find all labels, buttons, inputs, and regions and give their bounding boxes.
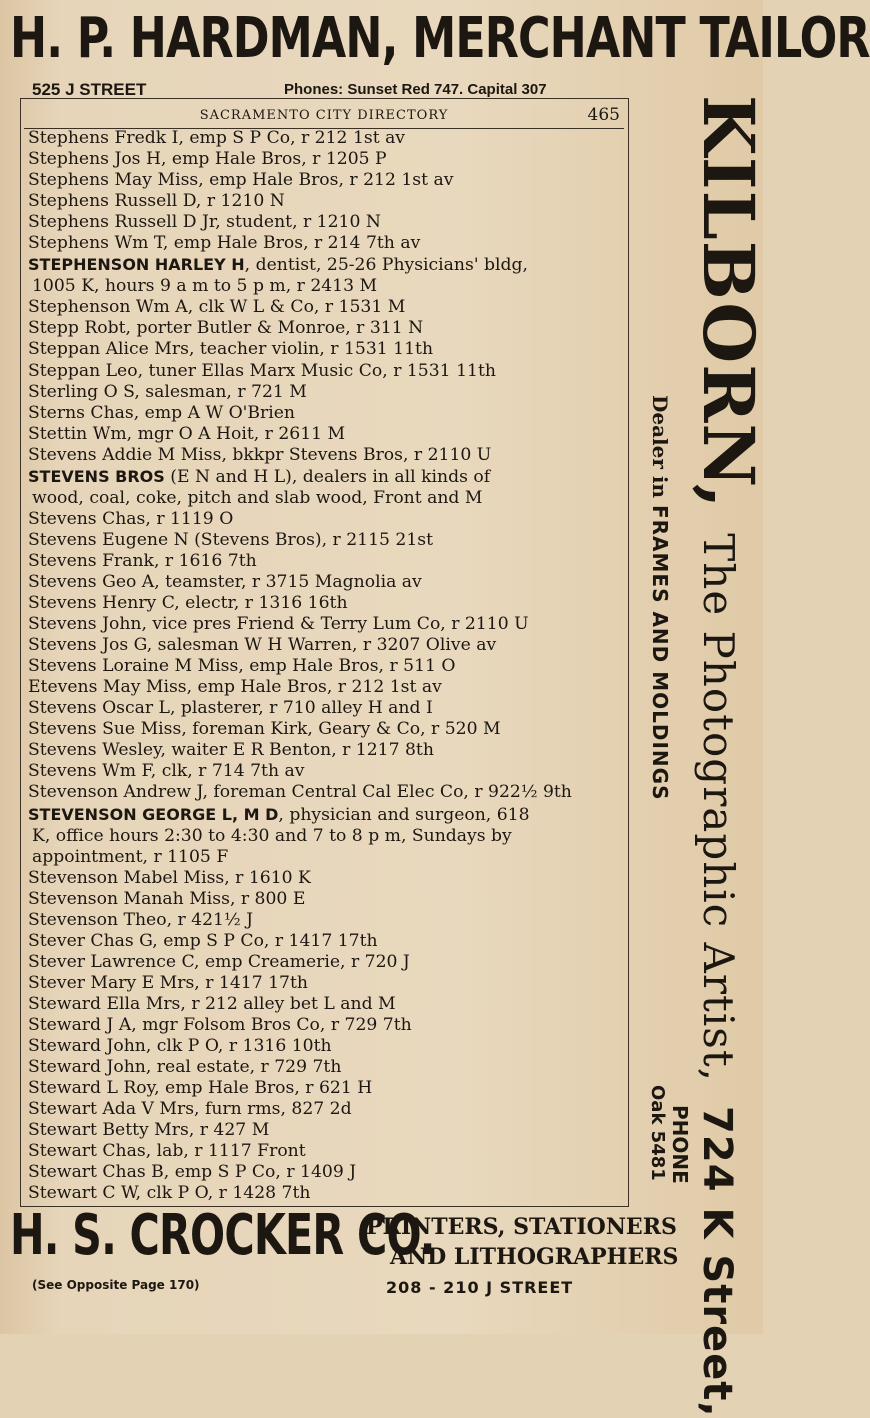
entry-name: Stevens Eugene N — [28, 529, 189, 550]
directory-entry — [28, 740, 618, 761]
entry-name: Sterling O S — [28, 381, 135, 402]
entry-name: Stevens Frank — [28, 550, 154, 571]
entry-name: Stewart Ada V Mrs — [28, 1099, 195, 1120]
entry-continuation: wood, coal, coke, pitch and slab wood, Front and M — [32, 487, 483, 508]
entry-details: , student, r 1210 N — [215, 212, 381, 233]
directory-entry — [28, 424, 618, 445]
directory-entry — [28, 170, 618, 191]
directory-entry — [28, 339, 618, 360]
entry-details: , physician and surgeon, 618 — [278, 804, 530, 825]
entry-name: Stephens Jos H — [28, 149, 161, 170]
bottom-ad-trade-line-1: PRINTERS, STATIONERS — [366, 1214, 677, 1240]
directory-entry — [28, 761, 618, 782]
entry-name: STEVENS BROS — [28, 466, 165, 486]
bottom-advertisement — [10, 1203, 679, 1326]
entry-name: Stewart Chas — [28, 1141, 146, 1162]
entry-details: , r 421½ J — [166, 909, 253, 930]
directory-entry — [28, 212, 618, 233]
directory-entry — [28, 1036, 618, 1057]
entry-name: Stepp Robt — [28, 318, 126, 339]
entry-details: , emp Hale Bros, r 214 7th av — [162, 233, 421, 254]
directory-entry — [28, 931, 618, 952]
entry-details: , r 1610 K — [224, 867, 311, 888]
directory-entry — [28, 1162, 618, 1183]
directory-entry — [28, 973, 618, 994]
entry-name: Stevens John — [28, 614, 142, 635]
entry-name: Stevens Wm F — [28, 761, 151, 782]
directory-entry — [28, 994, 618, 1015]
entry-name: Stever Chas G — [28, 930, 153, 951]
directory-entry — [28, 382, 618, 403]
entry-continuation: appointment, r 1105 F — [32, 846, 229, 867]
directory-entry — [28, 1141, 618, 1162]
entry-details: , foreman Central Cal Elec Co, r 922½ 9th — [202, 782, 572, 803]
top-ad-address: 525 J STREET — [32, 80, 147, 99]
entry-name: Stevenson Manah Miss — [28, 888, 230, 909]
directory-entry — [28, 403, 618, 424]
side-ad-tagline: The Photographic Artist, — [694, 533, 743, 1083]
entry-details: , bkkpr Stevens Bros, r 2110 U — [221, 444, 492, 465]
entry-details: , vice pres Friend & Terry Lum Co, r 2110 U — [141, 614, 529, 635]
side-ad-main-line — [683, 95, 770, 1418]
entry-details: , emp S P Co, r 1417 17th — [152, 930, 378, 951]
entry-name: Stephens Fredk I — [28, 128, 179, 148]
entry-details: , r 1616 7th — [153, 550, 257, 571]
entry-details: , emp Hale Bros, r 511 O — [238, 656, 456, 677]
directory-entry — [28, 530, 618, 551]
entry-continuation: K, office hours 2:30 to 4:30 and 7 to 8 p m, Sundays by — [32, 825, 512, 846]
directory-entry — [28, 1120, 618, 1141]
entry-details: , furn rms, 827 2d — [194, 1099, 352, 1120]
directory-entry — [28, 782, 618, 803]
entry-details: , lab, r 1117 Front — [145, 1141, 306, 1162]
entry-name: Stevens Addie M Miss — [28, 444, 222, 465]
entry-details: , r 800 E — [229, 888, 306, 909]
entry-details: , r 1119 O — [145, 508, 234, 529]
entry-name: Stephens Russell D Jr — [28, 212, 216, 233]
top-advertisement — [10, 6, 870, 100]
top-ad-phones: Phones: Sunset Red 747. Capital 307 — [284, 81, 547, 98]
side-advertisement — [627, 95, 770, 1418]
side-ad-dealer-line — [648, 395, 672, 800]
entry-name: Stewart Betty Mrs — [28, 1120, 189, 1141]
entry-details: , foreman Kirk, Geary & Co, r 520 M — [181, 719, 501, 740]
entry-details: , emp A W O'Brien — [133, 402, 295, 423]
entry-name: STEVENSON GEORGE L, M D — [28, 804, 279, 824]
directory-entry — [28, 297, 618, 318]
directory-entry — [28, 361, 618, 382]
entry-continuation: 1005 K, hours 9 a m to 5 p m, r 2413 M — [32, 276, 378, 297]
entry-name: Steward John — [28, 1036, 146, 1057]
side-ad-name: KILBORN, — [687, 95, 770, 510]
directory-entry — [28, 656, 618, 677]
entry-details: , waiter E R Benton, r 1217 8th — [160, 740, 434, 761]
entry-details: , tuner Ellas Marx Music Co, r 1531 11th — [137, 360, 496, 381]
top-ad-headline: H. P. HARDMAN, MERCHANT TAILOR — [10, 6, 870, 71]
directory-entry — [28, 466, 618, 509]
entry-name: Stevens Henry C — [28, 593, 175, 614]
entry-name: Stever Lawrence C — [28, 951, 195, 972]
side-ad-dealer-goods: FRAMES AND MOLDINGS — [648, 504, 672, 801]
bottom-ad-name: H. S. CROCKER CO. — [10, 1203, 435, 1268]
directory-entry — [28, 551, 618, 572]
entry-details: , clk W L & Co, r 1531 M — [187, 297, 406, 318]
entry-name: Steward John — [28, 1057, 146, 1078]
entry-name: Stevens Sue Miss — [28, 719, 182, 740]
entry-details: , porter Butler & Monroe, r 311 N — [125, 318, 424, 339]
side-ad-phone-number: Oak 5481 — [647, 1085, 668, 1181]
entry-name: Steppan Alice Mrs — [28, 339, 189, 360]
entry-name: Steward J A — [28, 1014, 132, 1035]
directory-title: SACRAMENTO CITY DIRECTORY — [199, 108, 449, 123]
entry-name: Stevens Geo A — [28, 571, 155, 592]
directory-entry — [28, 804, 618, 868]
entry-details: (E N and H L), dealers in all kinds of — [164, 466, 491, 487]
entry-name: Steward L Roy — [28, 1078, 155, 1099]
directory-entry — [28, 1099, 618, 1120]
entry-name: Stevenson Mabel Miss — [28, 867, 225, 888]
directory-entry — [28, 445, 618, 466]
entry-name: Stewart Chas B — [28, 1162, 164, 1183]
entry-details: , emp S P Co, r 212 1st av — [178, 128, 406, 148]
directory-entry — [28, 593, 618, 614]
directory-entry — [28, 233, 618, 254]
entry-name: Stevenson Andrew J — [28, 782, 203, 803]
entry-name: Stevens Loraine M Miss — [28, 656, 239, 677]
directory-entry — [28, 719, 618, 740]
directory-entry — [28, 318, 618, 339]
entry-name: Steward Ella Mrs — [28, 993, 181, 1014]
directory-entry — [28, 868, 618, 889]
entry-name: Stevens Oscar L — [28, 698, 170, 719]
entry-details: , clk, r 714 7th av — [150, 761, 305, 782]
entry-details: , salesman, r 721 M — [134, 381, 307, 402]
directory-entry — [28, 677, 618, 698]
directory-entry — [28, 614, 618, 635]
directory-entry — [28, 1015, 618, 1036]
directory-entry — [28, 254, 618, 297]
entry-details: , mgr O A Hoit, r 2611 M — [126, 423, 346, 444]
running-head — [24, 102, 624, 129]
entry-name: Stephens Russell D — [28, 191, 196, 212]
directory-entry — [28, 910, 618, 931]
directory-entry — [28, 635, 618, 656]
directory-entry — [28, 149, 618, 170]
entry-details: , r 1417 17th — [194, 972, 308, 993]
entry-details: , r 427 M — [188, 1120, 270, 1141]
directory-entry — [28, 191, 618, 212]
entry-name: Stephenson Wm A — [28, 297, 188, 318]
entry-details: , mgr Folsom Bros Co, r 729 7th — [131, 1014, 412, 1035]
side-ad-dealer-prefix: Dealer in — [648, 395, 672, 498]
directory-entry — [28, 698, 618, 719]
directory-listing — [28, 128, 618, 1204]
directory-entry — [28, 1183, 618, 1204]
entry-name: Stever Mary E Mrs — [28, 972, 195, 993]
entry-details: , real estate, r 729 7th — [145, 1057, 342, 1078]
entry-details: , dentist, 25-26 Physicians' bldg, — [244, 255, 528, 276]
entry-details: , r 212 alley bet L and M — [180, 993, 396, 1014]
entry-name: Stevens Jos G — [28, 635, 147, 656]
entry-details: , salesman W H Warren, r 3207 Olive av — [146, 635, 497, 656]
entry-name: STEPHENSON HARLEY H — [28, 255, 245, 275]
directory-entry — [28, 572, 618, 593]
entry-details: , plasterer, r 710 alley H and I — [169, 698, 433, 719]
entry-details: , emp Hale Bros, r 212 1st av — [186, 677, 442, 698]
entry-name: Stephens Wm T — [28, 233, 163, 254]
entry-name: Stewart C W — [28, 1183, 136, 1204]
side-ad-phone-label: PHONE — [668, 1105, 692, 1184]
side-ad-address: 724 K Street, — [694, 1106, 740, 1418]
entry-details: , r 1210 N — [195, 191, 285, 212]
page-number: 465 — [587, 105, 620, 125]
directory-entry — [28, 1078, 618, 1099]
directory-entry — [28, 889, 618, 910]
entry-details: , emp Hale Bros, r 621 H — [154, 1078, 373, 1099]
entry-name: Sterns Chas — [28, 402, 134, 423]
entry-details: , emp S P Co, r 1409 J — [163, 1162, 357, 1183]
entry-details: , electr, r 1316 16th — [174, 593, 348, 614]
entry-details: (Stevens Bros), r 2115 21st — [188, 529, 434, 550]
entry-name: Stevens Chas — [28, 508, 146, 529]
bottom-ad-street: 208 - 210 J STREET — [386, 1278, 574, 1297]
entry-name: Stevenson Theo — [28, 909, 167, 930]
directory-entry — [28, 952, 618, 973]
entry-name: Steppan Leo — [28, 360, 138, 381]
entry-details: , teamster, r 3715 Magnolia av — [154, 571, 422, 592]
entry-details: , clk P O, r 1316 10th — [145, 1036, 332, 1057]
entry-details: , clk P O, r 1428 7th — [135, 1183, 311, 1204]
entry-details: , emp Creamerie, r 720 J — [194, 951, 410, 972]
entry-name: Stephens May Miss — [28, 170, 199, 191]
bottom-ad-reference: (See Opposite Page 170) — [32, 1278, 200, 1292]
directory-entry — [28, 128, 618, 149]
directory-entry — [28, 509, 618, 530]
entry-details: , emp Hale Bros, r 212 1st av — [198, 170, 454, 191]
bottom-ad-trade-line-2: AND LITHOGRAPHERS — [390, 1244, 679, 1270]
entry-name: Stettin Wm — [28, 423, 127, 444]
entry-details: , teacher violin, r 1531 11th — [188, 339, 434, 360]
directory-entry — [28, 1057, 618, 1078]
entry-name: Stevens Wesley — [28, 740, 161, 761]
entry-details: , emp Hale Bros, r 1205 P — [160, 149, 387, 170]
entry-name: Etevens May Miss — [28, 677, 187, 698]
